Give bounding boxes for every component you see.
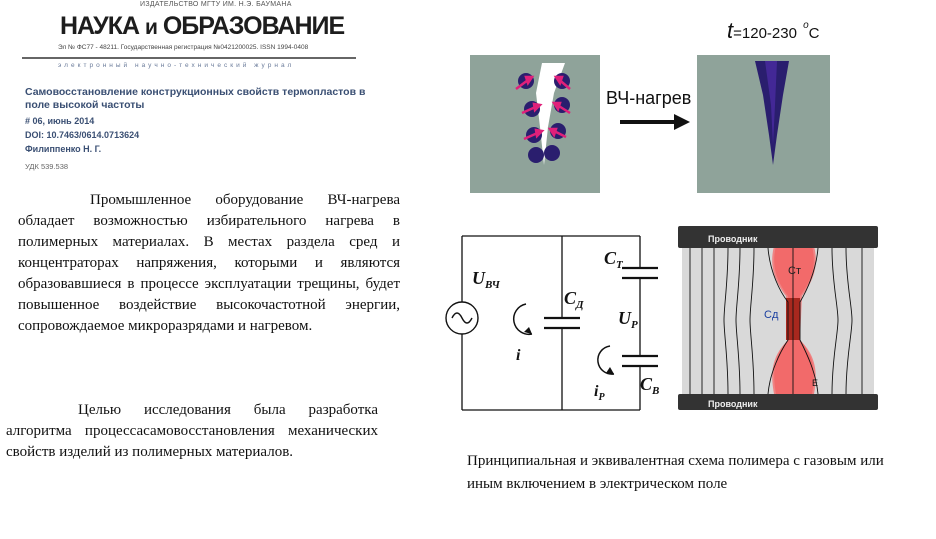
- hf-heating-label: ВЧ-нагрев: [606, 88, 692, 108]
- process-arrow: [618, 112, 690, 132]
- crack-before-panel: [470, 55, 600, 193]
- journal-title-part3: ОБРАЗОВАНИЕ: [162, 12, 345, 40]
- dipole: [544, 145, 560, 161]
- label-cd: C: [564, 288, 577, 308]
- temperature-label: [727, 18, 819, 44]
- label-up: U: [618, 308, 631, 328]
- label-i: i: [516, 347, 521, 364]
- label-cb-sub: В: [652, 385, 660, 397]
- registration-line: Эл № ФС77 - 48211. Государственная регистрация №0421200025. ISSN 1994-0408: [58, 44, 309, 51]
- svg-text:iР: [594, 383, 605, 403]
- dipole: [528, 147, 544, 163]
- issue: # 06, июнь 2014: [25, 116, 95, 126]
- ct-label: Cт: [788, 265, 801, 277]
- bottom-conductor-label: Проводник: [708, 399, 758, 409]
- journal-title-part2: и: [144, 16, 157, 39]
- crack-after-panel: [697, 55, 830, 193]
- field-diagram: [678, 222, 878, 414]
- paragraph-industrial-equipment: Промышленное оборудование ВЧ-нагрева обладает возможностью избирательного нагрева в полимерных материалах. В местах раздела сред и концентраторах напряжения, которыми и являются образовавшиеся в процессе эксплуатации трещины, будет повышенное воздействие высокочастотной энергии, сопровождаемое микроразрядами и нагревом.: [18, 192, 400, 334]
- top-conductor-label: Проводник: [708, 234, 758, 244]
- figure-caption: Принципиальная и эквивалентная схема полимера с газовым или иным включением в электрическом поле: [467, 453, 884, 492]
- svg-text:UР: [618, 308, 638, 331]
- temp-range: =120-230: [733, 25, 797, 42]
- label-ip: i: [594, 383, 599, 400]
- temp-symbol: t: [727, 18, 734, 43]
- svg-text:CТ: [604, 248, 624, 271]
- label-cb: C: [640, 374, 653, 394]
- label-u-source: U: [472, 268, 485, 288]
- temp-unit: C: [808, 25, 820, 42]
- header-divider: [22, 57, 356, 59]
- e-label: E: [812, 378, 819, 388]
- label-cd-sub: Д: [576, 299, 584, 311]
- label-u-source-sub: ВЧ: [485, 279, 500, 291]
- label-ct-sub: Т: [616, 259, 623, 271]
- equivalent-circuit: [428, 228, 673, 418]
- author: Филиппенко Н. Г.: [25, 144, 102, 154]
- doi: DOI: 10.7463/0614.0713624: [25, 130, 140, 140]
- label-ct: C: [604, 248, 617, 268]
- temp-degree: o: [803, 20, 809, 31]
- article-title-line2: поле высокой частоты: [25, 99, 145, 111]
- svg-text:UВЧ: [472, 268, 501, 291]
- paragraph-research-goal: Целью исследования была разработка алгоритма процессасамовосстановления механических свойств изделий из полимерных материалов.: [6, 402, 378, 460]
- udc: УДК 539.538: [25, 162, 69, 171]
- svg-text:CВ: [640, 374, 659, 397]
- panel-background: [470, 55, 600, 193]
- journal-header: [22, 0, 402, 185]
- label-ip-sub: Р: [598, 392, 605, 403]
- cd-label: Cд: [764, 309, 779, 321]
- article-title-line1: Самовосстановление конструкционных свойств термопластов в: [25, 86, 366, 98]
- label-up-sub: Р: [631, 319, 638, 331]
- journal-title-part1: НАУКА: [60, 12, 140, 40]
- journal-title: [60, 12, 344, 41]
- svg-text:CД: [564, 288, 584, 311]
- journal-subtitle: электронный научно-технический журнал: [58, 62, 295, 69]
- publisher-line: ИЗДАТЕЛЬСТВО МГТУ ИМ. Н.Э. БАУМАНА: [140, 1, 292, 8]
